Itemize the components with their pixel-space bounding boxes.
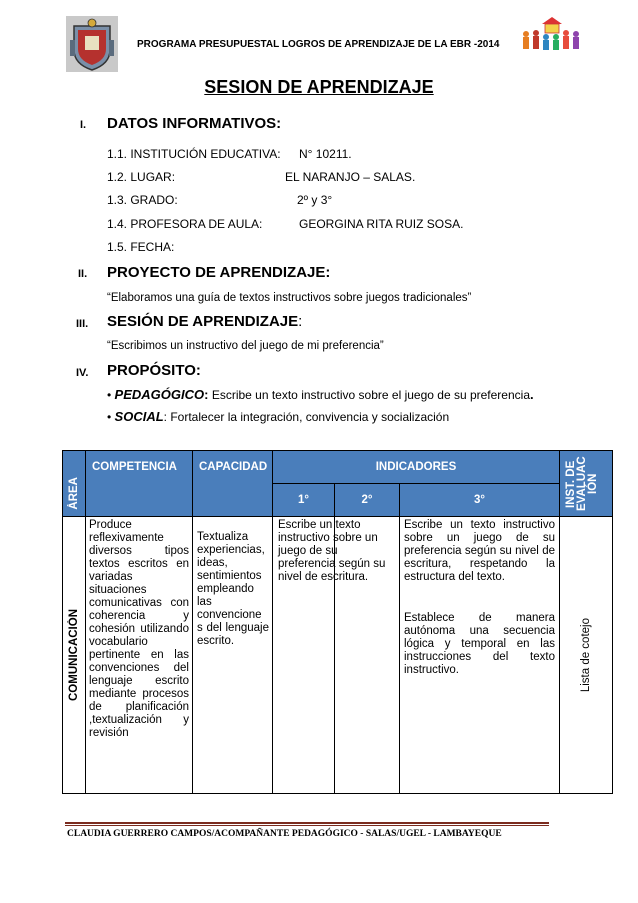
header-grade-1: 1° bbox=[273, 484, 335, 517]
section-1-title: DATOS INFORMATIVOS: bbox=[107, 115, 282, 132]
indicator-grade-2-text: Escribe un texto instructivo sobre un juego de su preferencia según su nivel de escritura. bbox=[278, 519, 386, 583]
header-grade-2: 2° bbox=[335, 484, 400, 517]
footer-text: CLAUDIA GUERRERO CAMPOS/ACOMPAÑANTE PEDAGÓGICO - SALAS/UGEL - LAMBAYEQUE bbox=[67, 829, 502, 839]
header-competencia: COMPETENCIA bbox=[86, 451, 193, 517]
datos-value-3: 2º y 3° bbox=[297, 193, 333, 207]
section-3-numeral: III. bbox=[76, 318, 89, 330]
purpose-social: • SOCIAL: Fortalecer la integración, convivencia y socialización bbox=[107, 409, 450, 424]
purpose-pedagogico: • PEDAGÓGICO: Escribe un texto instructivo sobre el juego de su preferencia. bbox=[107, 387, 534, 402]
page-title: SESION DE APRENDIZAJE bbox=[204, 77, 434, 97]
datos-value-4: GEORGINA RITA RUIZ SOSA. bbox=[299, 217, 464, 231]
section-1-numeral: I. bbox=[80, 119, 87, 131]
section-4-numeral: IV. bbox=[76, 367, 89, 379]
header-capacidad: CAPACIDAD bbox=[193, 451, 273, 517]
bullet-icon: • bbox=[107, 388, 112, 402]
header-inst-evaluacion: INST. DE EVALUAC IÓN bbox=[560, 451, 613, 517]
learning-table bbox=[62, 450, 613, 794]
header-indicadores: INDICADORES bbox=[273, 451, 560, 484]
header-area: ÁREA bbox=[63, 451, 86, 517]
area-cell: COMUNICACIÓN bbox=[63, 517, 86, 794]
footer-rule-thin bbox=[65, 825, 549, 826]
section-2-numeral: II. bbox=[78, 268, 88, 280]
datos-label-3: 1.3. GRADO: bbox=[107, 193, 178, 207]
datos-label-2: 1.2. LUGAR: bbox=[107, 170, 176, 184]
program-header: PROGRAMA PRESUPUESTAL LOGROS DE APRENDIZAJE DE LA EBR -2014 bbox=[137, 39, 500, 50]
datos-value-2: EL NARANJO – SALAS. bbox=[285, 170, 416, 184]
bullet-icon: • bbox=[107, 410, 112, 424]
indicator-grade-3-cell: Escribe un texto instructivo sobre un juego de su preferencia según su nivel de escritura, respetando la estructura del texto. Establece de manera autónoma una secuencia lógica y temporal en las instrucciones del texto instructivo. bbox=[400, 517, 560, 794]
session-text: “Escribimos un instructivo del juego de mi preferencia” bbox=[107, 340, 384, 352]
capacidad-cell: Textualiza experiencias, ideas, sentimientos empleando las convencione s del lenguaje escrito. bbox=[193, 517, 273, 794]
datos-label-4: 1.4. PROFESORA DE AULA: bbox=[107, 217, 263, 231]
children-school-logo-icon bbox=[520, 14, 582, 56]
datos-value-1: N° 10211. bbox=[299, 147, 352, 161]
section-2-title: PROYECTO DE APRENDIZAJE: bbox=[107, 264, 331, 281]
datos-label-5: 1.5. FECHA: bbox=[107, 240, 175, 254]
footer-rule bbox=[65, 822, 549, 824]
datos-label-1: 1.1. INSTITUCIÓN EDUCATIVA: bbox=[107, 147, 281, 161]
competencia-cell: Produce reflexivamente diversos tipos textos escritos en variadas situaciones comunicativas con coherencia y cohesión utilizando vocabulario pertinente en las convenciones del lenguaje escrito mediante procesos de planificación ,textualización y revisión bbox=[86, 517, 193, 794]
school-crest-logo-icon bbox=[66, 16, 118, 72]
section-3-title: SESIÓN DE APRENDIZAJE: bbox=[107, 313, 303, 330]
inst-cell: Lista de cotejo bbox=[560, 517, 613, 794]
project-text: “Elaboramos una guía de textos instructivos sobre juegos tradicionales” bbox=[107, 292, 472, 304]
header-grade-3: 3° bbox=[400, 484, 560, 517]
section-4-title: PROPÓSITO: bbox=[107, 362, 201, 379]
